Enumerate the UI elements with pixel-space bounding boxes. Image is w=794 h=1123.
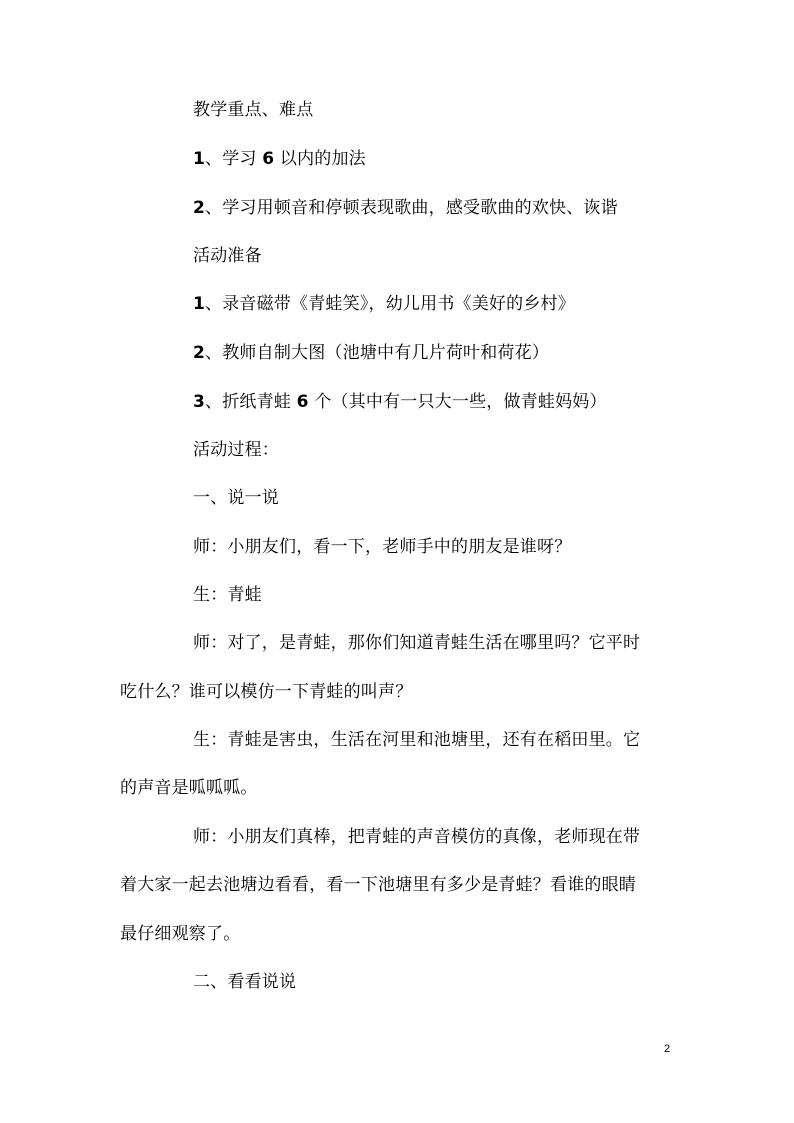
list-text: 、学习 [205, 149, 263, 169]
paragraph-student-1: 生：青蛙 [193, 585, 262, 605]
heading-process: 活动过程： [193, 440, 279, 460]
paragraph-teacher-2-line1: 师：对了，是青蛙，那你们知道青蛙生活在哪里吗？它平时 [193, 633, 641, 653]
prep-item-3 [193, 390, 676, 414]
section-2-title: 二、看看说说 [193, 972, 297, 992]
page-number: 2 [664, 1043, 671, 1055]
inline-number: 6 [296, 392, 309, 412]
heading-preparation: 活动准备 [193, 246, 262, 266]
paragraph-teacher-2-line2: 吃什么？谁可以模仿一下青蛙的叫声？ [120, 682, 413, 702]
list-number: 1 [193, 294, 206, 314]
paragraph-student-2-line1: 生：青蛙是害虫，生活在河里和池塘里，还有在稻田里。它 [193, 730, 641, 750]
list-text: 以内的加法 [274, 149, 366, 169]
list-number: 1 [193, 149, 206, 169]
prep-item-2 [193, 341, 676, 365]
paragraph-student-2-line2: 的声音是呱呱呱。 [120, 778, 258, 798]
inline-number: 6 [262, 149, 275, 169]
paragraph-teacher-1: 师：小朋友们，看一下，老师手中的朋友是谁呀？ [193, 537, 572, 557]
paragraph-teacher-3-line1: 师：小朋友们真棒，把青蛙的声音模仿的真像，老师现在带 [193, 827, 641, 847]
list-number: 3 [193, 392, 206, 412]
paragraph-teacher-3-line3: 最仔细观察了。 [120, 924, 241, 944]
heading-key-points: 教学重点、难点 [193, 100, 314, 120]
key-point-2 [193, 196, 676, 220]
list-text: 个（其中有一只大一些，做青蛙妈妈） [308, 392, 607, 412]
key-point-1 [193, 147, 676, 171]
list-text: 、教师自制大图（池塘中有几片荷叶和荷花） [205, 343, 550, 363]
list-number: 2 [193, 343, 206, 363]
list-text: 、录音磁带《青蛙笑》，幼儿用书《美好的乡村》 [205, 294, 575, 314]
list-number: 2 [193, 198, 206, 218]
list-text: 、学习用顿音和停顿表现歌曲，感受歌曲的欢快、诙谐 [205, 198, 618, 218]
section-1-title: 一、说一说 [193, 488, 279, 508]
prep-item-1 [193, 292, 676, 316]
paragraph-teacher-3-line2: 着大家一起去池塘边看看，看一下池塘里有多少是青蛙？看谁的眼睛 [120, 875, 636, 895]
list-text: 、折纸青蛙 [205, 392, 297, 412]
